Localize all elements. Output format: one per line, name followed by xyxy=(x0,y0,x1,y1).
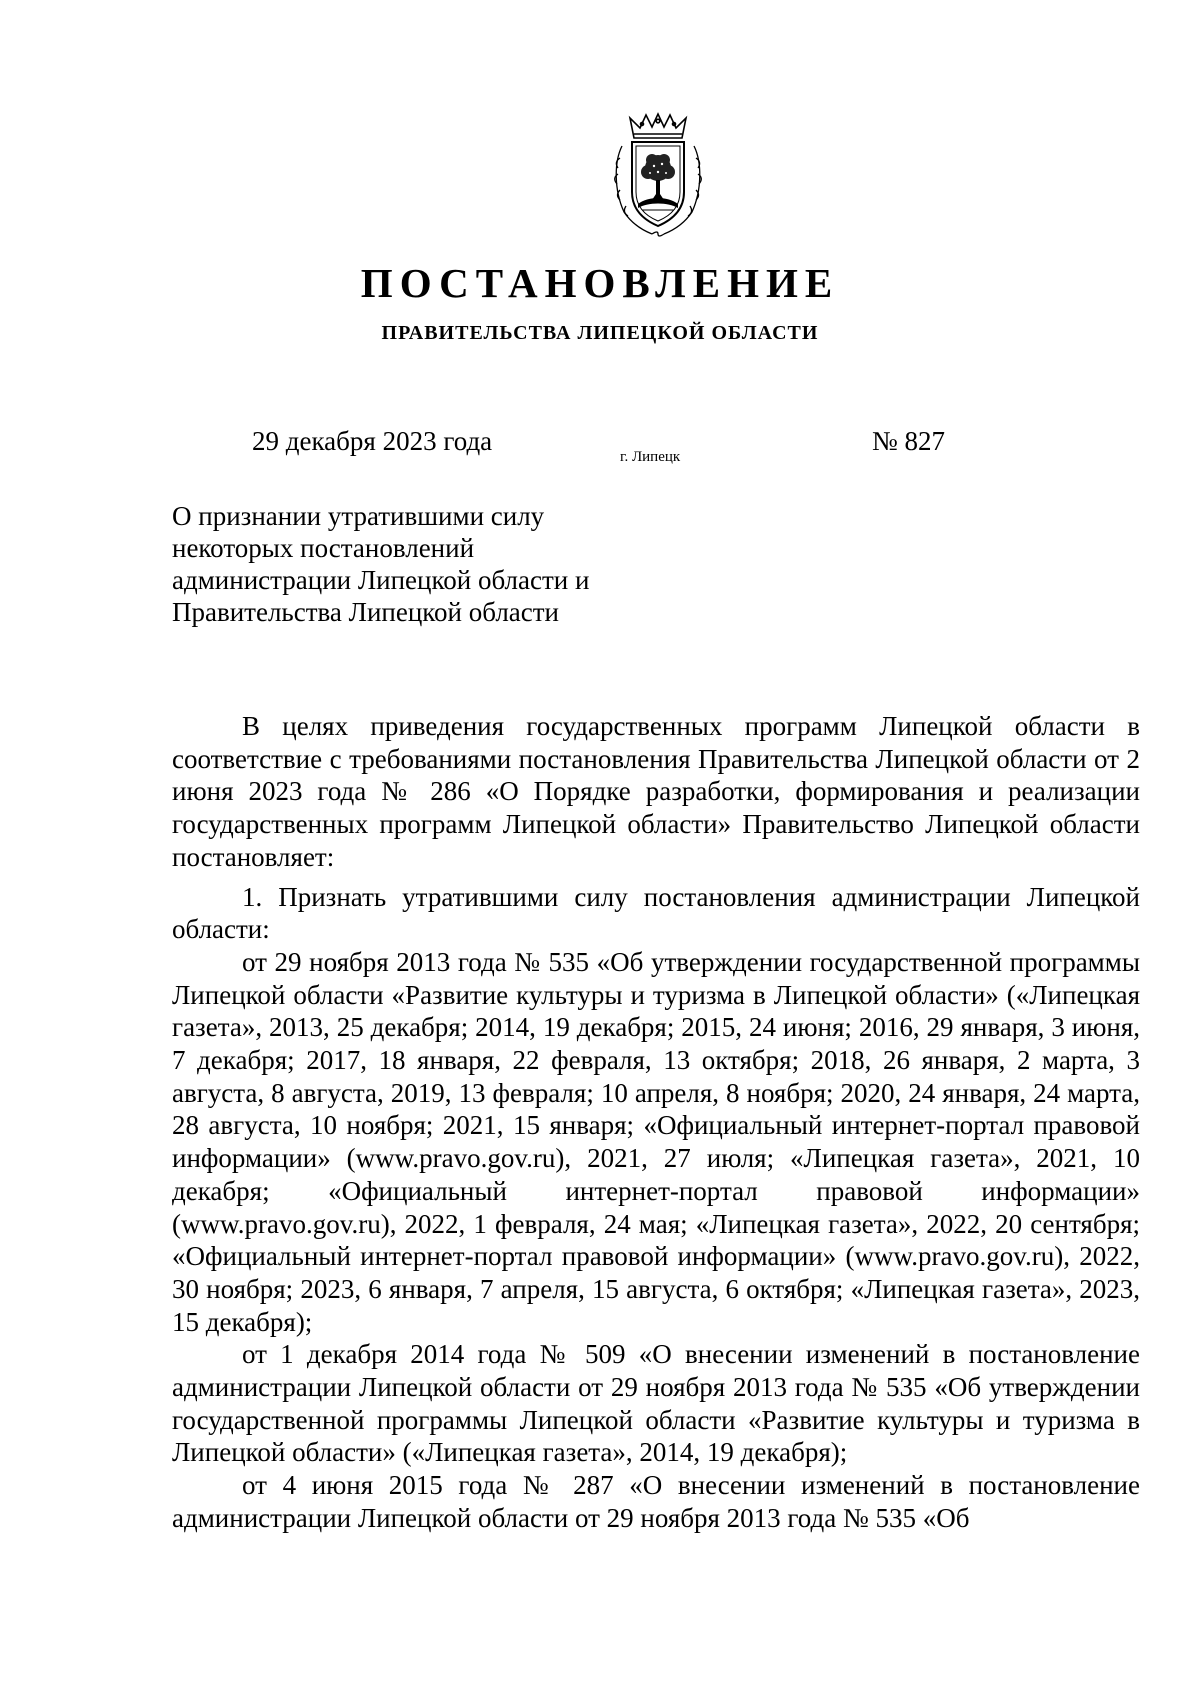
coat-of-arms-icon xyxy=(612,112,704,238)
document-city: г. Липецк xyxy=(620,449,681,465)
document-heading xyxy=(172,500,672,628)
clause-item-paragraph: от 4 июня 2015 года № 287 «О внесении изменений в постановление администрации Липецкой области от 29 ноября 2013 года № 535 «Об xyxy=(172,1470,1140,1533)
document-body xyxy=(172,710,1140,1535)
heading-line: Правительства Липецкой области xyxy=(172,597,560,627)
clause-paragraph: 1. Признать утратившими силу постановления администрации Липецкой области: xyxy=(172,881,1140,945)
heading-line: администрации Липецкой области и xyxy=(172,565,590,595)
heading-line: некоторых постановлений xyxy=(172,533,475,563)
clause-item-paragraph: от 29 ноября 2013 года № 535 «Об утверждении государственной программы Липецкой области «Развитие культуры и туризма в Липецкой области» («Липецкая газета», 2013, 25 декабря; 2014, 19 декабря; 2015, 24 июня; 2016, 29 января, 3 июня, 7 декабря; 2017, 18 января, 22 февраля, 13 октября; 2018, 26 января, 2 марта, 3 августа, 8 августа, 2019, 13 февраля; 10 апреля, 8 ноября; 2020, 24 января, 24 марта, 28 августа, 10 ноября; 2021, 15 января; «Официальный интернет-портал правовой информации» (www.pravo.gov.ru), 2021, 27 июля; «Липецкая газета», 2021, 10 декабря; «Официальный интернет-портал правовой информации» (www.pravo.gov.ru), 2022, 1 февраля, 24 мая; «Липецкая газета», 2022, 20 сентября; «Официальный интернет-портал правовой информации» (www.pravo.gov.ru), 2022, 30 ноября; 2023, 6 января, 7 апреля, 15 августа, 6 октября; «Липецкая газета», 2023, 15 декабря); xyxy=(172,946,1140,1337)
preamble-paragraph: В целях приведения государственных программ Липецкой области в соответствие с требованиями постановления Правительства Липецкой области от 2 июня 2023 года № 286 «О Порядке разработки, формирования и реализации государственных программ Липецкой области» Правительство Липецкой области постановляет: xyxy=(172,711,1140,872)
document-date: 29 декабря 2023 года xyxy=(252,426,493,456)
clause-item-paragraph: от 1 декабря 2014 года № 509 «О внесении изменений в постановление администрации Липецкой области от 29 ноября 2013 года № 535 «Об утверждении государственной программы Липецкой области «Развитие культуры и туризма в Липецкой области» («Липецкая газета», 2014, 19 декабря); xyxy=(172,1339,1140,1468)
document-title: ПОСТАНОВЛЕНИЕ xyxy=(360,260,840,306)
heading-line: О признании утратившими силу xyxy=(172,501,545,531)
document-number: № 827 xyxy=(872,426,946,456)
document-subtitle: ПРАВИТЕЛЬСТВА ЛИПЕЦКОЙ ОБЛАСТИ xyxy=(381,322,819,344)
